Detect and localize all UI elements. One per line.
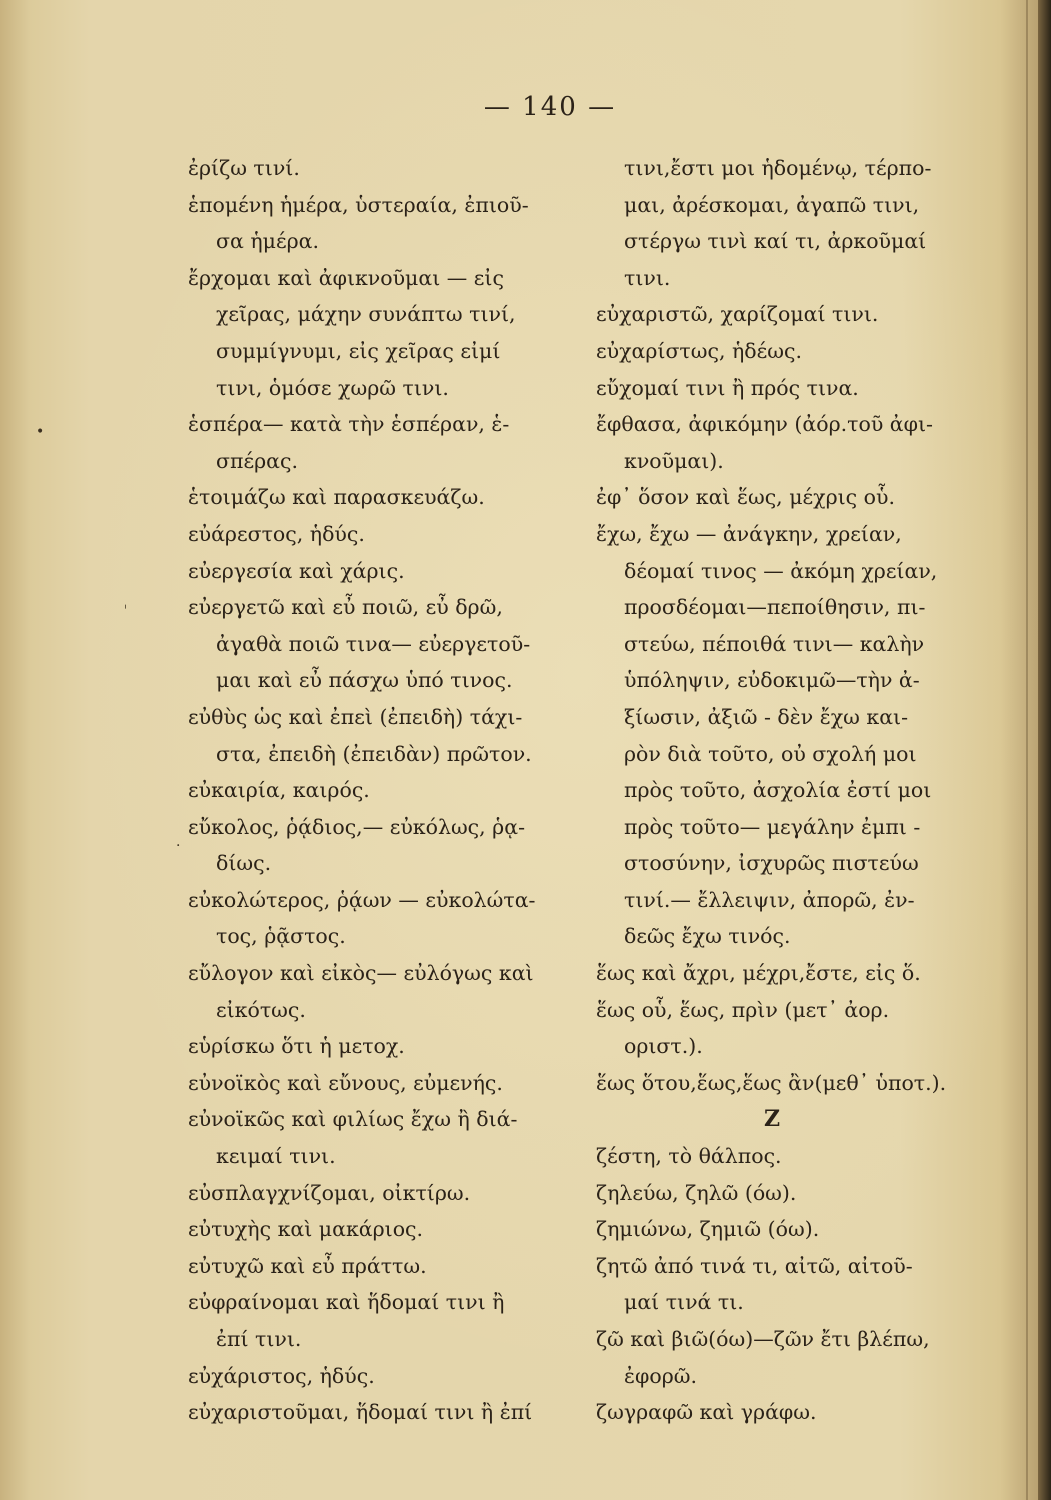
dictionary-entry: ζημιώνω, ζημιῶ (όω). — [596, 1217, 820, 1242]
dictionary-entry: εὑρίσκω ὅτι ἡ μετοχ. — [188, 1034, 405, 1059]
right-column — [596, 150, 968, 1431]
dictionary-entry-continuation: δέομαί τινος — ἀκόμη χρείαν, — [624, 558, 938, 583]
dictionary-entry-continuation: ρὸν διὰ τοῦτο, οὐ σχολή μοι — [624, 741, 917, 766]
dictionary-entry: εὐχαρίστως, ἡδέως. — [596, 338, 802, 363]
dictionary-entry-continuation: τινι, ὁμόσε χωρῶ τινι. — [216, 375, 449, 400]
dictionary-entry-continuation: ἀγαθὰ ποιῶ τινα— εὐεργετοῦ- — [216, 631, 531, 656]
dictionary-entry-continuation: σα ἡμέρα. — [216, 229, 319, 254]
dictionary-entry-continuation: χεῖρας, μάχην συνάπτω τινί, — [216, 302, 516, 327]
dictionary-entry-continuation: σπέρας. — [216, 448, 298, 473]
dictionary-entry: εὔλογον καὶ εἰκὸς— εὐλόγως καὶ — [188, 961, 534, 986]
left-column — [188, 150, 578, 1431]
dictionary-entry-continuation: τινί.— ἔλλειψιν, ἀπορῶ, ἐν- — [624, 887, 915, 912]
dictionary-entry: ζητῶ ἀπό τινά τι, αἰτῶ, αἰτοῦ- — [596, 1253, 913, 1278]
dictionary-entry: εὐχάριστος, ἡδύς. — [188, 1363, 375, 1388]
dictionary-entry-continuation: στεύω, πέποιθά τινι— καλὴν — [624, 631, 925, 656]
dictionary-entry: ἐρίζω τινί. — [188, 156, 300, 180]
dictionary-entry-continuation: ἐπί τινι. — [216, 1327, 302, 1351]
dictionary-entry: εὐκαιρία, καιρός. — [188, 778, 370, 803]
margin-mark: · — [176, 838, 181, 854]
dictionary-entry: εὐφραίνομαι καὶ ἥδομαί τινι ἢ — [188, 1290, 505, 1315]
margin-mark: • — [36, 424, 45, 440]
dictionary-entry: εὐκολώτερος, ῥᾴων — εὐκολώτα- — [188, 887, 536, 912]
dictionary-entry: εὐνοϊκὸς καὶ εὔνους, εὐμενής. — [188, 1070, 503, 1095]
dictionary-entry-continuation: ξίωσιν, ἀξιῶ - δὲν ἔχω και- — [624, 704, 909, 729]
dictionary-entry-continuation: οριστ.). — [624, 1034, 703, 1059]
dictionary-entry: ἕως καὶ ἄχρι, μέχρι,ἔστε, εἰς ὅ. — [596, 961, 921, 986]
dictionary-entry: ἑπομένη ἡμέρα, ὑστεραία, ἐπιοῦ- — [188, 192, 529, 217]
dictionary-entry: εὐτυχῶ καὶ εὖ πράττω. — [188, 1253, 427, 1278]
section-letter-heading: Ζ — [763, 1106, 781, 1133]
dictionary-entry: ἕως ὅτου,ἕως,ἕως ἂν(μεθ᾽ ὑποτ.). — [596, 1070, 947, 1095]
dictionary-entry: ἔρχομαι καὶ ἀφικνοῦμαι — εἰς — [188, 265, 504, 290]
dictionary-entry-continuation: πρὸς τοῦτο, ἀσχολία ἐστί μοι — [624, 778, 932, 803]
dictionary-entry: εὔκολος, ῥᾴδιος,— εὐκόλως, ῥᾳ- — [188, 814, 525, 839]
dictionary-entry-continuation: τος, ῥᾷστος. — [216, 924, 346, 949]
dictionary-entry-continuation: ὑπόληψιν, εὐδοκιμῶ—τὴν ἀ- — [624, 668, 920, 693]
dictionary-entry: εὐεργεσία καὶ χάρις. — [188, 558, 405, 583]
dictionary-entry: εὐχαριστῶ, χαρίζομαί τινι. — [596, 302, 879, 327]
dictionary-entry-continuation: στα, ἐπειδὴ (ἐπειδὰν) πρῶτον. — [216, 741, 532, 766]
dictionary-entry-continuation: μαί τινά τι. — [624, 1290, 744, 1315]
dictionary-entry: ζηλεύω, ζηλῶ (όω). — [596, 1180, 797, 1205]
dictionary-entry-continuation: δίως. — [216, 851, 272, 876]
page-number: — 140 — — [483, 92, 617, 122]
dictionary-entry: εὐάρεστος, ἡδύς. — [188, 521, 365, 546]
dictionary-entry-continuation: μαι καὶ εὖ πάσχω ὑπό τινος. — [216, 668, 513, 693]
dictionary-entry-continuation: κνοῦμαι). — [624, 448, 724, 473]
dictionary-entry: εὐσπλαγχνίζομαι, οἰκτίρω. — [188, 1180, 471, 1205]
dictionary-entry-continuation: κειμαί τινι. — [216, 1144, 336, 1169]
dictionary-entry: ζῶ καὶ βιῶ(όω)—ζῶν ἔτι βλέπω, — [596, 1327, 930, 1351]
dictionary-entry-continuation: στοσύνην, ἰσχυρῶς πιστεύω — [624, 851, 919, 876]
dictionary-entry: ἐφ᾽ ὅσον καὶ ἕως, μέχρις οὗ. — [596, 485, 895, 510]
dictionary-entry: ἕως οὗ, ἕως, πρὶν (μετ᾽ ἀορ. — [596, 997, 890, 1022]
dictionary-entry: εὐεργετῶ καὶ εὖ ποιῶ, εὖ δρῶ, — [188, 595, 503, 620]
dictionary-entry-continuation: ἐφορῶ. — [624, 1363, 697, 1388]
dictionary-entry-continuation: στέργω τινὶ καί τι, ἀρκοῦμαί — [624, 229, 927, 254]
dictionary-entry-continuation: προσδέομαι—πεποίθησιν, πι- — [624, 595, 926, 620]
dictionary-entry-continuation: τινι,ἔστι μοι ἡδομένῳ, τέρπο- — [624, 156, 932, 180]
dictionary-entry: εὐθὺς ὡς καὶ ἐπεὶ (ἐπειδὴ) τάχι- — [188, 704, 523, 729]
dictionary-entry: ἔφθασα, ἀφικόμην (ἀόρ.τοῦ ἀφι- — [596, 412, 933, 437]
dictionary-entry: ζέστη, τὸ θάλπος. — [596, 1144, 782, 1169]
book-spine — [1038, 0, 1051, 1500]
dictionary-entry-continuation: μαι, ἀρέσκομαι, ἀγαπῶ τινι, — [624, 192, 920, 217]
dictionary-entry-continuation: δεῶς ἔχω τινός. — [624, 924, 791, 949]
dictionary-entry-continuation: πρὸς τοῦτο— μεγάλην ἐμπι - — [624, 814, 921, 839]
dictionary-entry-continuation: συμμίγνυμι, εἰς χεῖρας εἰμί — [216, 338, 501, 363]
dictionary-entry: εὐνοϊκῶς καὶ φιλίως ἔχω ἢ διά- — [188, 1107, 518, 1132]
dictionary-entry: ἔχω, ἔχω — ἀνάγκην, χρείαν, — [596, 521, 902, 546]
dictionary-entry: ἑτοιμάζω καὶ παρασκευάζω. — [188, 485, 485, 510]
dictionary-entry: εὔχομαί τινι ἢ πρός τινα. — [596, 375, 859, 400]
dictionary-entry-continuation: τινι. — [624, 265, 671, 290]
dictionary-entry: εὐτυχὴς καὶ μακάριος. — [188, 1217, 424, 1242]
dictionary-entry: ζωγραφῶ καὶ γράφω. — [596, 1400, 817, 1425]
dictionary-entry: εὐχαριστοῦμαι, ἥδομαί τινι ἢ ἐπί — [188, 1400, 533, 1425]
dictionary-entry: ἑσπέρα— κατὰ τὴν ἑσπέραν, ἑ- — [188, 412, 510, 437]
dictionary-entry-continuation: εἰκότως. — [216, 997, 306, 1022]
page-gutter — [1026, 0, 1028, 1500]
